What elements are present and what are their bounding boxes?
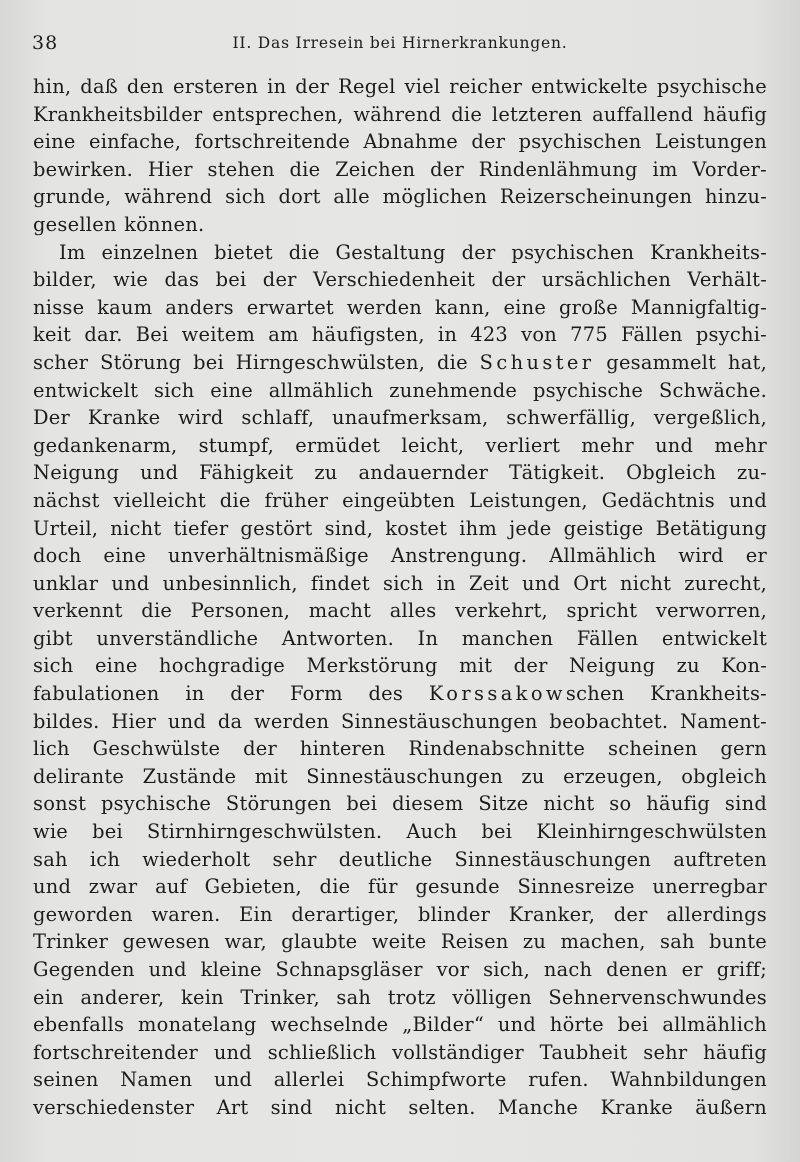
- running-head: II. Das Irresein bei Hirnerkrankungen.: [232, 34, 568, 52]
- text-line: wie bei Stirnhirngeschwülsten. Auch bei Kleinhirngeschwülsten: [33, 820, 767, 844]
- text-line: und zwar auf Gebieten, die für gesunde Sinnesreize unerregbar: [33, 875, 767, 899]
- text-line: gesellen können.: [33, 212, 205, 236]
- text-line: nächst vielleicht die früher eingeübten Leistungen, Gedächtnis und: [33, 488, 767, 512]
- text-line: Der Kranke wird schlaff, unaufmerksam, schwerfällig, vergeßlich,: [33, 406, 767, 430]
- text-line: Im einzelnen bietet die Gestaltung der psychischen Krankheits-: [59, 240, 767, 264]
- text-line: delirante Zustände mit Sinnestäuschungen zu erzeugen, obgleich: [33, 764, 767, 788]
- text-line: Trinker gewesen war, glaubte weite Reisen zu machen, sah bunte: [33, 930, 767, 954]
- text-line: sich eine hochgradige Merkstörung mit der Neigung zu Kon-: [33, 654, 767, 678]
- text-line: bewirken. Hier stehen die Zeichen der Rindenlähmung im Vorder-: [33, 157, 767, 181]
- text-line: unklar und unbesinnlich, findet sich in Zeit und Ort nicht zurecht,: [33, 571, 767, 595]
- text-line: hin, daß den ersteren in der Regel viel reicher entwickelte psychische: [33, 75, 767, 98]
- text-line: Gegenden und kleine Schnapsgläser vor sich, nach denen er griff;: [33, 958, 767, 981]
- text-line: seinen Namen und allerlei Schimpfworte rufen. Wahnbildungen: [33, 1068, 767, 1092]
- body-text: [33, 73, 767, 1122]
- text-line: sah ich wiederholt sehr deutliche Sinnestäuschungen auftreten: [33, 847, 767, 871]
- text-fragment: scher Störung bei Hirngeschwülsten, die: [33, 350, 468, 374]
- text-line: grunde, während sich dort alle möglichen Reizerscheinungen hinzu-: [33, 185, 767, 209]
- text-line: entwickelt sich eine allmählich zunehmende psychische Schwäche.: [33, 378, 767, 402]
- text-line: gedankenarm, stumpf, ermüdet leicht, verliert mehr und mehr: [33, 433, 767, 457]
- text-line: sonst psychische Störungen bei diesem Sitze nicht so häufig sind: [33, 792, 767, 816]
- text-line: Urteil, nicht tiefer gestört sind, kostet ihm jede geistige Betätigung: [33, 516, 767, 540]
- text-line: Krankheitsbilder entsprechen, während die letzteren auffallend häufig: [33, 102, 767, 126]
- author-name-korssakow: Korssakow: [428, 682, 566, 706]
- text-line: geworden waren. Ein derartiger, blinder Kranker, der allerdings: [33, 902, 767, 926]
- text-line: fortschreitender und schließlich vollständiger Taubheit sehr häufig: [33, 1040, 767, 1064]
- text-line: lich Geschwülste der hinteren Rindenabschnitte scheinen gern: [33, 737, 767, 761]
- text-line: ein anderer, kein Trinker, sah trotz völligen Sehnervenschwundes: [33, 985, 767, 1009]
- text-line: [33, 680, 767, 708]
- text-line: nisse kaum anders erwartet werden kann, eine große Mannigfaltig-: [33, 295, 767, 319]
- text-fragment: gesammelt hat,: [606, 350, 767, 374]
- text-line: eine einfache, fortschreitende Abnahme der psychischen Leistungen: [33, 130, 767, 154]
- text-line: Neigung und Fähigkeit zu andauernder Tätigkeit. Obgleich zu-: [33, 461, 767, 485]
- text-line: verschiedenster Art sind nicht selten. Manche Kranke äußern: [33, 1095, 767, 1119]
- text-fragment: schen Krankheits-: [565, 682, 767, 706]
- page-header: [32, 28, 768, 60]
- text-line: gibt unverständliche Antworten. In manchen Fällen entwickelt: [33, 626, 767, 650]
- page-number: 38: [32, 32, 59, 54]
- text-line: doch eine unverhältnismäßige Anstrengung. Allmählich wird er: [33, 544, 767, 568]
- text-line: keit dar. Bei weitem am häufigsten, in 423 von 775 Fällen psychi-: [33, 323, 767, 347]
- text-fragment: fabulationen in der Form des: [33, 682, 404, 706]
- text-line: ebenfalls monatelang wechselnde „Bilder“ und hörte bei allmählich: [33, 1013, 767, 1037]
- author-name-schuster: Schuster: [479, 350, 595, 374]
- text-line: bilder, wie das bei der Verschiedenheit der ursächlichen Verhält-: [33, 268, 767, 292]
- text-line: [33, 349, 767, 377]
- text-line: bildes. Hier und da werden Sinnestäuschungen beobachtet. Nament-: [33, 709, 767, 733]
- text-line: verkennt die Personen, macht alles verkehrt, spricht verworren,: [33, 599, 767, 623]
